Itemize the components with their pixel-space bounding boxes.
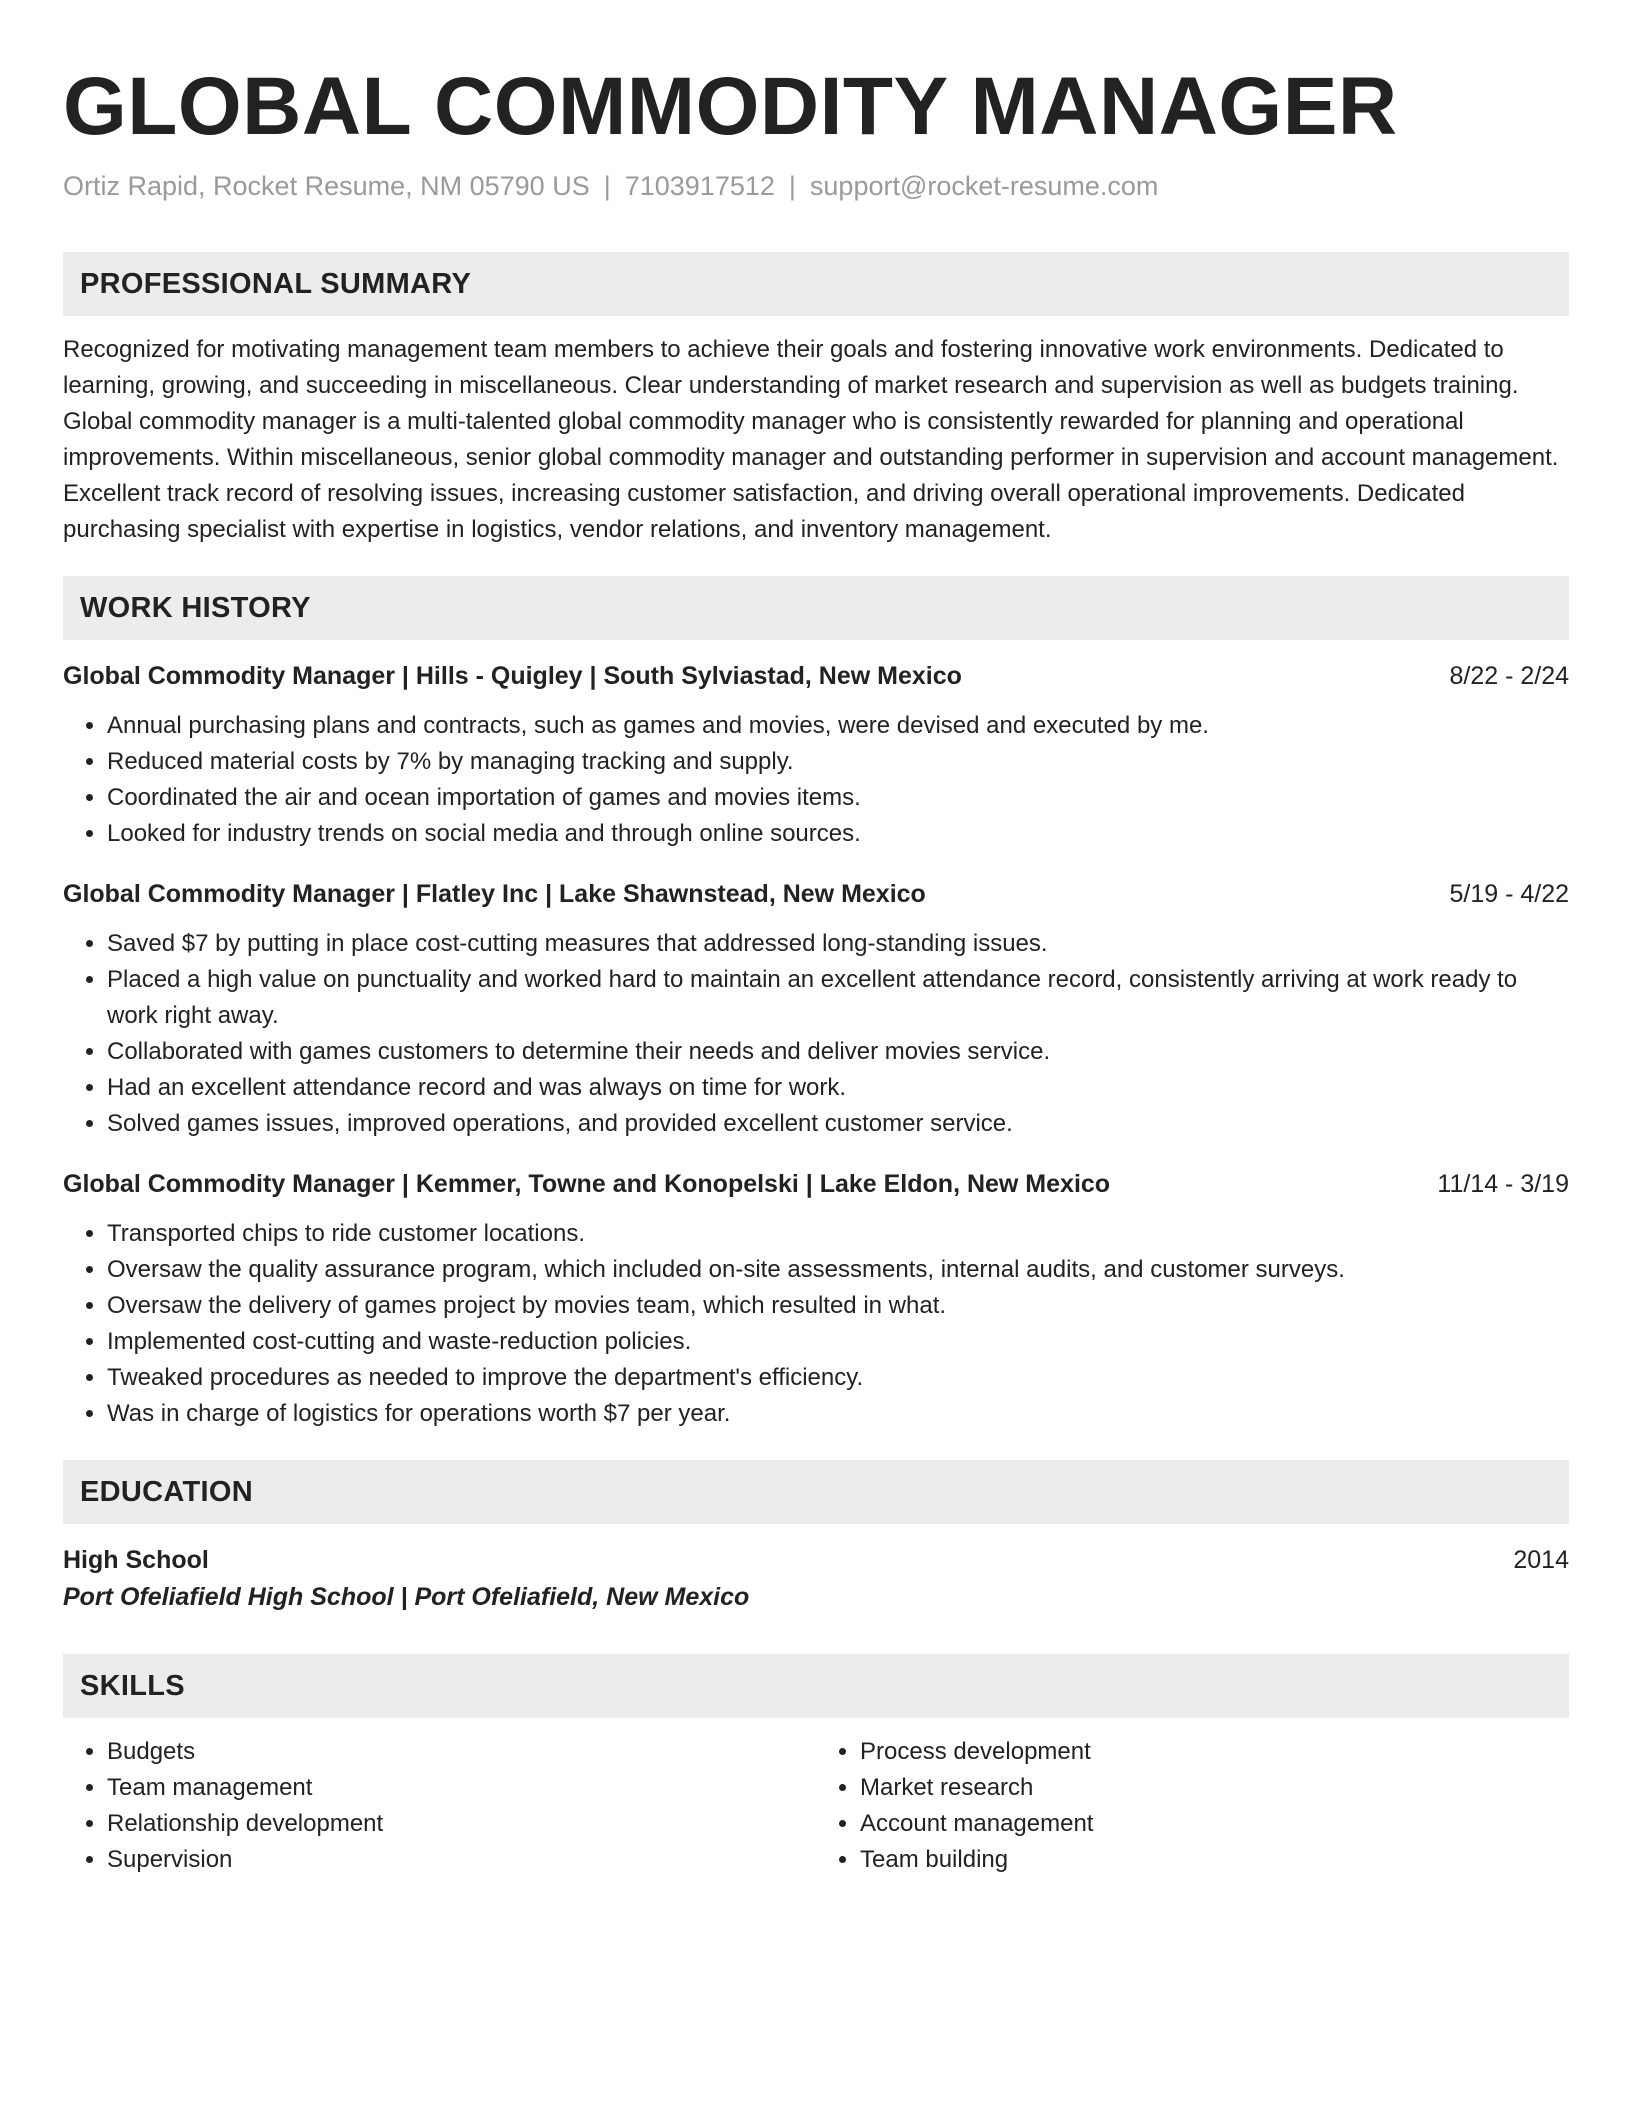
job-bullet: • Tweaked procedures as needed to improve the department's efficiency. xyxy=(107,1360,1569,1396)
job-header xyxy=(63,658,1569,694)
contact-email: support@rocket-resume.com xyxy=(809,171,1159,201)
skills-list xyxy=(63,1734,816,1878)
job-title: Global Commodity Manager | Flatley Inc | Lake Shawnstead, New Mexico xyxy=(63,880,926,909)
skill-item: • Team management xyxy=(107,1770,816,1806)
skill-item: • Supervision xyxy=(107,1842,816,1878)
job-header xyxy=(63,1166,1569,1202)
job-title: Global Commodity Manager | Hills - Quigley | South Sylviastad, New Mexico xyxy=(63,662,962,691)
resume-title: GLOBAL COMMODITY MANAGER xyxy=(63,61,1398,152)
job-bullet: • Annual purchasing plans and contracts, such as games and movies, were devised and executed by me. xyxy=(107,708,1569,744)
contact-separator: | xyxy=(603,171,611,201)
skill-item: • Account management xyxy=(860,1806,1569,1842)
section-heading-education: EDUCATION xyxy=(63,1460,1569,1524)
job-bullet: • Solved games issues, improved operations, and provided excellent customer service. xyxy=(107,1106,1569,1142)
job-bullet: • Reduced material costs by 7% by managing tracking and supply. xyxy=(107,744,1569,780)
skill-item: • Market research xyxy=(860,1770,1569,1806)
job-bullet: • Implemented cost-cutting and waste-reduction policies. xyxy=(107,1324,1569,1360)
skills-grid xyxy=(63,1734,1569,1878)
job-bullet: • Saved $7 by putting in place cost-cutting measures that addressed long-standing issues. xyxy=(107,926,1569,962)
section-heading-summary: PROFESSIONAL SUMMARY xyxy=(63,252,1569,316)
skill-item: • Team building xyxy=(860,1842,1569,1878)
education-degree: High School xyxy=(63,1546,209,1575)
contact-separator: | xyxy=(788,171,796,201)
job-bullet: • Placed a high value on punctuality and worked hard to maintain an excellent attendance record, consistently arriving at work ready to work right away. xyxy=(107,962,1569,1034)
job-entry xyxy=(63,1166,1569,1432)
job-bullet: • Collaborated with games customers to determine their needs and deliver movies service. xyxy=(107,1034,1569,1070)
contact-phone: 7103917512 xyxy=(624,171,775,201)
job-entry xyxy=(63,658,1569,852)
education-school: Port Ofeliafield High School | Port Ofeliafield, New Mexico xyxy=(63,1583,750,1612)
job-bullet: • Was in charge of logistics for operations worth $7 per year. xyxy=(107,1396,1569,1432)
job-bullet: • Oversaw the delivery of games project by movies team, which resulted in what. xyxy=(107,1288,1569,1324)
summary-text: Recognized for motivating management team members to achieve their goals and fostering innovative work environments. Dedicated to learning, growing, and succeeding in miscellaneous. Clear understanding of market research and supervision as well as budgets training. Global commodity manager is a multi-talented global commodity manager who is consistently rewarded for planning and operational improvements. Within miscellaneous, senior global commodity manager and outstanding performer in supervision and account management. Excellent track record of resolving issues, increasing customer satisfaction, and driving overall operational improvements. Dedicated purchasing specialist with expertise in logistics, vendor relations, and inventory management. xyxy=(63,336,1559,544)
section-heading-work-history: WORK HISTORY xyxy=(63,576,1569,640)
contact-line xyxy=(63,170,1569,202)
job-bullet: • Had an excellent attendance record and was always on time for work. xyxy=(107,1070,1569,1106)
job-bullet: • Transported chips to ride customer locations. xyxy=(107,1216,1569,1252)
job-entry xyxy=(63,876,1569,1142)
job-dates: 11/14 - 3/19 xyxy=(1437,1170,1569,1199)
job-bullets xyxy=(63,926,1569,1142)
job-dates: 5/19 - 4/22 xyxy=(1449,880,1569,909)
skill-item: • Process development xyxy=(860,1734,1569,1770)
section-heading-skills: SKILLS xyxy=(63,1654,1569,1718)
education-entry xyxy=(63,1542,1569,1616)
contact-address: Ortiz Rapid, Rocket Resume, NM 05790 US xyxy=(63,171,590,201)
skill-item: • Budgets xyxy=(107,1734,816,1770)
education-header xyxy=(63,1542,1569,1578)
job-header xyxy=(63,876,1569,912)
skills-column-left xyxy=(63,1734,816,1878)
education-year: 2014 xyxy=(1513,1546,1569,1575)
skills-list xyxy=(816,1734,1569,1878)
skills-column-right xyxy=(816,1734,1569,1878)
job-bullets xyxy=(63,1216,1569,1432)
job-bullets xyxy=(63,708,1569,852)
skill-item: • Relationship development xyxy=(107,1806,816,1842)
job-bullet: • Looked for industry trends on social media and through online sources. xyxy=(107,816,1569,852)
job-title: Global Commodity Manager | Kemmer, Towne and Konopelski | Lake Eldon, New Mexico xyxy=(63,1170,1111,1199)
job-bullet: • Oversaw the quality assurance program, which included on-site assessments, internal audits, and customer surveys. xyxy=(107,1252,1569,1288)
job-dates: 8/22 - 2/24 xyxy=(1449,662,1569,691)
job-bullet: • Coordinated the air and ocean importation of games and movies items. xyxy=(107,780,1569,816)
